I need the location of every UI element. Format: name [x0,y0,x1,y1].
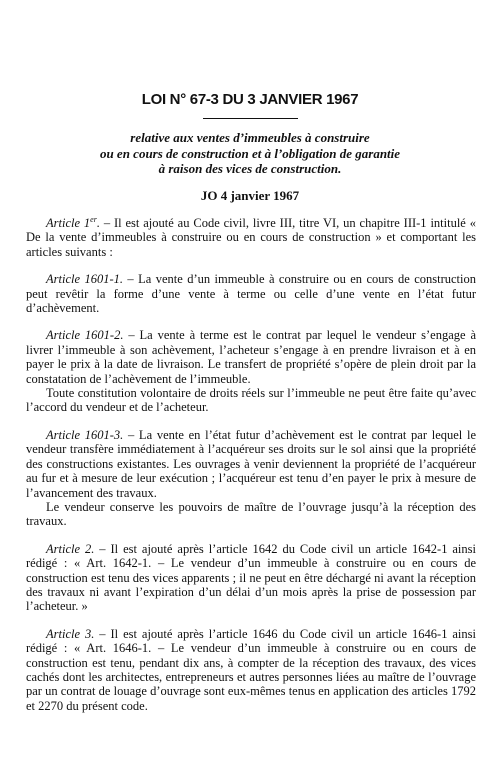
article-continuation: Le vendeur conserve les pouvoirs de maître de l’ouvrage jusqu’à la réception des travaux. [26,499,476,529]
journal-officiel-date: JO 4 janvier 1967 [200,188,300,203]
article-label: Article 1601-1. [46,272,123,287]
article-1601-3 [26,428,476,500]
article-label: Article 3. [46,626,95,641]
subtitle-line: relative aux ventes d’immeubles à construire [130,130,370,145]
article-text: – La vente à terme est le contrat par lequel le vendeur s’engage à livrer l’immeuble à son achèvement, l’acheteur s’engage à en prendre livraison et à en payer le prix à la date de livraison. Le transfert de propriété s’opère de plein droit par la constatation de l’achèvement de l’immeuble. [26,328,476,386]
article-label [46,216,100,230]
subtitle-line: à raison des vices de construction. [158,161,342,176]
article-2 [26,542,476,614]
article-continuation: Toute constitution volontaire de droits réels sur l’immeuble ne peut être faite qu’avec l’accord du vendeur et de l’acheteur. [26,386,476,415]
article-text: – Il est ajouté après l’article 1646 du Code civil un article 1646-1 ainsi rédigé : « Art. 1646-1. – Le vendeur d’un immeuble à construire ou en cours de construction est tenu, pendant dix ans, à compter de la réception des travaux, des vices cachés dont les architectes, entrepreneurs et autres personnes liées au maître de l’ouvrage par un contrat de louage d’ouvrage sont eux-mêmes tenus en application des articles 1792 et 2270 du présent code. [26,626,476,713]
article-label: Article 2. [46,541,95,556]
document-body [26,216,476,713]
article-text: – La vente en l’état futur d’achèvement est le contrat par lequel le vendeur transfère immédiatement à l’acquéreur ses droits sur le sol ainsi que la propriété des constructions existantes. Les ouvrages à venir deviennent la propriété de l’acquéreur au fur et à mesure de leur exécution ; l’acquéreur est tenu d’en payer le prix à mesure de l’avancement des travaux. [26,427,476,500]
article-label-superscript: er [90,214,97,224]
article-label: Article 1601-3. [46,427,124,442]
subtitle-line: ou en cours de construction et à l’obligation de garantie [99,145,401,161]
article-label-main: Article 1 [46,216,91,230]
article-text: – Il est ajouté après l’article 1642 du Code civil un article 1642-1 ainsi rédigé : « Art. 1642-1. – Le vendeur d’un immeuble à construire ou en cours de construction est tenu des vices apparents ; il ne peut en être déchargé ni avant la réception des travaux ni avant l’expiration d’un délai d’un mois après la prise de possession par l’acheteur. » [26,541,476,614]
law-subtitle [0,130,500,177]
article-text: – La vente d’un immeuble à construire ou en cours de construction peut revêtir la forme d’une vente à terme ou celle d’une vente en l’état futur d’achèvement. [26,272,476,316]
article-1601-2 [26,328,476,386]
article-1601-1 [26,272,476,315]
article-text: – Il est ajouté au Code civil, livre III, titre VI, un chapitre III-1 intitulé « De la vente d’immeubles à construire ou en cours de construction » et comportant les articles suivants : [26,216,476,259]
title-divider [203,118,298,119]
article-1 [26,216,476,259]
article-label-end: . [96,216,100,230]
article-label: Article 1601-2. [46,328,124,343]
article-3 [26,627,476,713]
law-title: LOI N° 67-3 DU 3 JANVIER 1967 [141,91,359,108]
